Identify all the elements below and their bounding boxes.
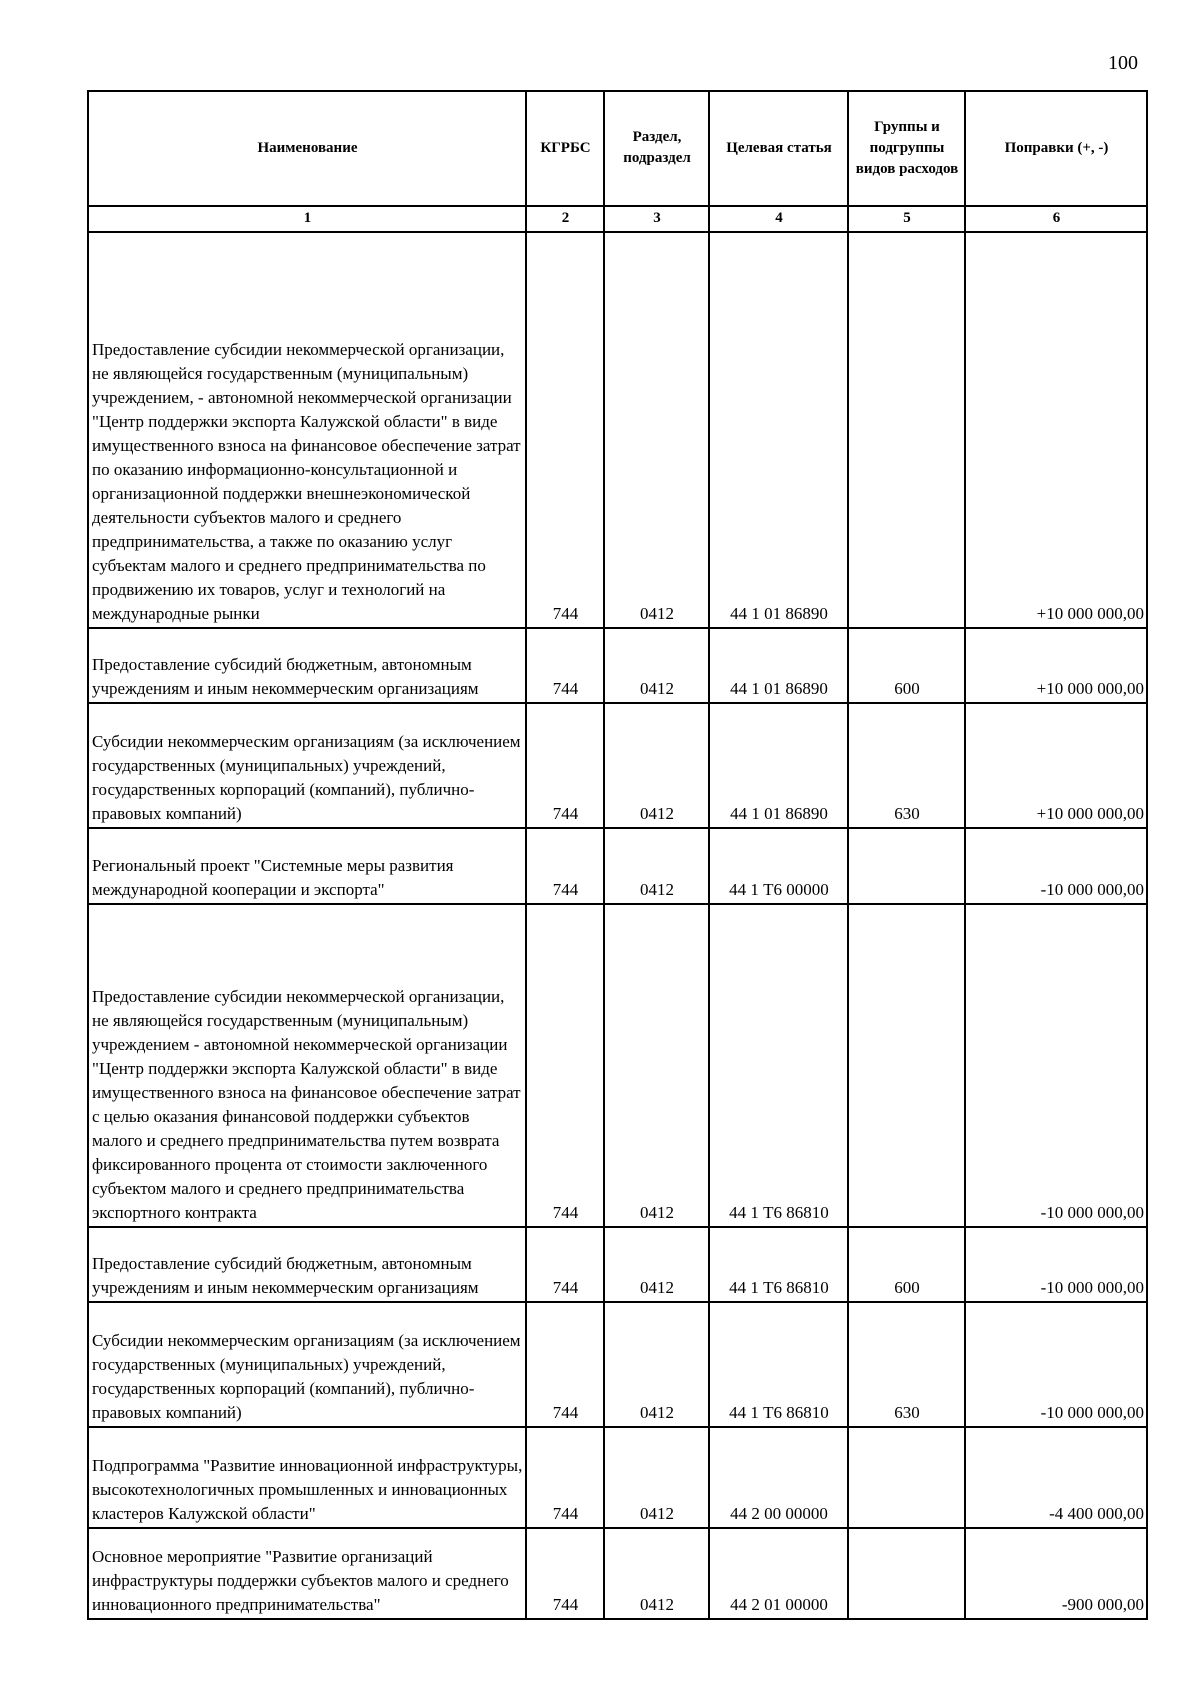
row-target-article: 44 2 00 00000	[709, 1427, 848, 1528]
row-section: 0412	[604, 828, 709, 904]
row-expense-group	[848, 828, 965, 904]
row-kgrbs: 744	[526, 828, 604, 904]
row-amount: -900 000,00	[965, 1528, 1147, 1619]
row-name: Предоставление субсидий бюджетным, автономным учреждениям и иным некоммерческим организациям	[88, 628, 526, 703]
row-section: 0412	[604, 1227, 709, 1302]
table-row	[88, 1227, 1147, 1302]
header-target-article: Целевая статья	[709, 91, 848, 206]
row-name: Предоставление субсидии некоммерческой организации, не являющейся государственным (муниципальным) учреждением - автономной некоммерческой организации "Центр поддержки экспорта Калужской области" в виде имущественного взноса на финансовое обеспечение затрат с целью оказания финансовой поддержки субъектов малого и среднего предпринимательства путем возврата фиксированного процента от стоимости заключенного субъектом малого и среднего предпринимательства экспортного контракта	[88, 904, 526, 1227]
row-kgrbs: 744	[526, 1427, 604, 1528]
column-number: 1	[88, 206, 526, 232]
row-target-article: 44 1 01 86890	[709, 628, 848, 703]
row-section: 0412	[604, 703, 709, 828]
row-kgrbs: 744	[526, 1227, 604, 1302]
header-name: Наименование	[88, 91, 526, 206]
row-amount: -10 000 000,00	[965, 1302, 1147, 1427]
row-target-article: 44 2 01 00000	[709, 1528, 848, 1619]
row-amount: -10 000 000,00	[965, 828, 1147, 904]
row-expense-group	[848, 232, 965, 628]
row-section: 0412	[604, 1302, 709, 1427]
row-amount: +10 000 000,00	[965, 703, 1147, 828]
column-number: 5	[848, 206, 965, 232]
row-amount: -4 400 000,00	[965, 1427, 1147, 1528]
table-row	[88, 904, 1147, 1227]
table-row	[88, 703, 1147, 828]
row-expense-group: 600	[848, 1227, 965, 1302]
budget-amendments-table	[87, 90, 1148, 1620]
row-amount: +10 000 000,00	[965, 232, 1147, 628]
row-target-article: 44 1 Т6 86810	[709, 1227, 848, 1302]
row-target-article: 44 1 Т6 86810	[709, 1302, 848, 1427]
column-number: 6	[965, 206, 1147, 232]
page-number: 100	[1108, 52, 1138, 74]
header-kgrbs: КГРБС	[526, 91, 604, 206]
row-section: 0412	[604, 232, 709, 628]
row-amount: +10 000 000,00	[965, 628, 1147, 703]
row-name: Предоставление субсидий бюджетным, автономным учреждениям и иным некоммерческим организациям	[88, 1227, 526, 1302]
column-number-row	[88, 206, 1147, 232]
header-expense-group: Группы и подгруппы видов расходов	[848, 91, 965, 206]
header-row	[88, 91, 1147, 206]
row-name: Предоставление субсидии некоммерческой организации, не являющейся государственным (муниципальным) учреждением, - автономной некоммерческой организации "Центр поддержки экспорта Калужской области" в виде имущественного взноса на финансовое обеспечение затрат по оказанию информационно-консультационной и организационной поддержки внешнеэкономической деятельности субъектов малого и среднего предпринимательства, а также по оказанию услуг субъектам малого и среднего предпринимательства по продвижению их товаров, услуг и технологий на международные рынки	[88, 232, 526, 628]
row-section: 0412	[604, 1528, 709, 1619]
row-expense-group	[848, 1427, 965, 1528]
row-target-article: 44 1 01 86890	[709, 703, 848, 828]
row-name: Основное мероприятие "Развитие организаций инфраструктуры поддержки субъектов малого и среднего инновационного предпринимательства"	[88, 1528, 526, 1619]
row-expense-group	[848, 904, 965, 1227]
row-expense-group: 630	[848, 1302, 965, 1427]
table-row	[88, 828, 1147, 904]
header-amendments: Поправки (+, -)	[965, 91, 1147, 206]
row-kgrbs: 744	[526, 232, 604, 628]
row-section: 0412	[604, 904, 709, 1227]
table-row	[88, 1528, 1147, 1619]
row-section: 0412	[604, 628, 709, 703]
row-section: 0412	[604, 1427, 709, 1528]
row-name: Подпрограмма "Развитие инновационной инфраструктуры, высокотехнологичных промышленных и инновационных кластеров Калужской области"	[88, 1427, 526, 1528]
header-section: Раздел, подраздел	[604, 91, 709, 206]
row-kgrbs: 744	[526, 1528, 604, 1619]
row-expense-group	[848, 1528, 965, 1619]
row-amount: -10 000 000,00	[965, 904, 1147, 1227]
row-kgrbs: 744	[526, 904, 604, 1227]
row-target-article: 44 1 Т6 00000	[709, 828, 848, 904]
column-number: 2	[526, 206, 604, 232]
row-target-article: 44 1 Т6 86810	[709, 904, 848, 1227]
table-row	[88, 1427, 1147, 1528]
row-name: Субсидии некоммерческим организациям (за исключением государственных (муниципальных) учреждений, государственных корпораций (компаний), публично-правовых компаний)	[88, 1302, 526, 1427]
row-expense-group: 630	[848, 703, 965, 828]
table-row	[88, 232, 1147, 628]
table-row	[88, 628, 1147, 703]
row-expense-group: 600	[848, 628, 965, 703]
table-row	[88, 1302, 1147, 1427]
row-name: Региональный проект "Системные меры развития международной кооперации и экспорта"	[88, 828, 526, 904]
column-number: 4	[709, 206, 848, 232]
row-kgrbs: 744	[526, 703, 604, 828]
row-name: Субсидии некоммерческим организациям (за исключением государственных (муниципальных) учреждений, государственных корпораций (компаний), публично-правовых компаний)	[88, 703, 526, 828]
row-kgrbs: 744	[526, 1302, 604, 1427]
column-number: 3	[604, 206, 709, 232]
row-target-article: 44 1 01 86890	[709, 232, 848, 628]
row-amount: -10 000 000,00	[965, 1227, 1147, 1302]
row-kgrbs: 744	[526, 628, 604, 703]
